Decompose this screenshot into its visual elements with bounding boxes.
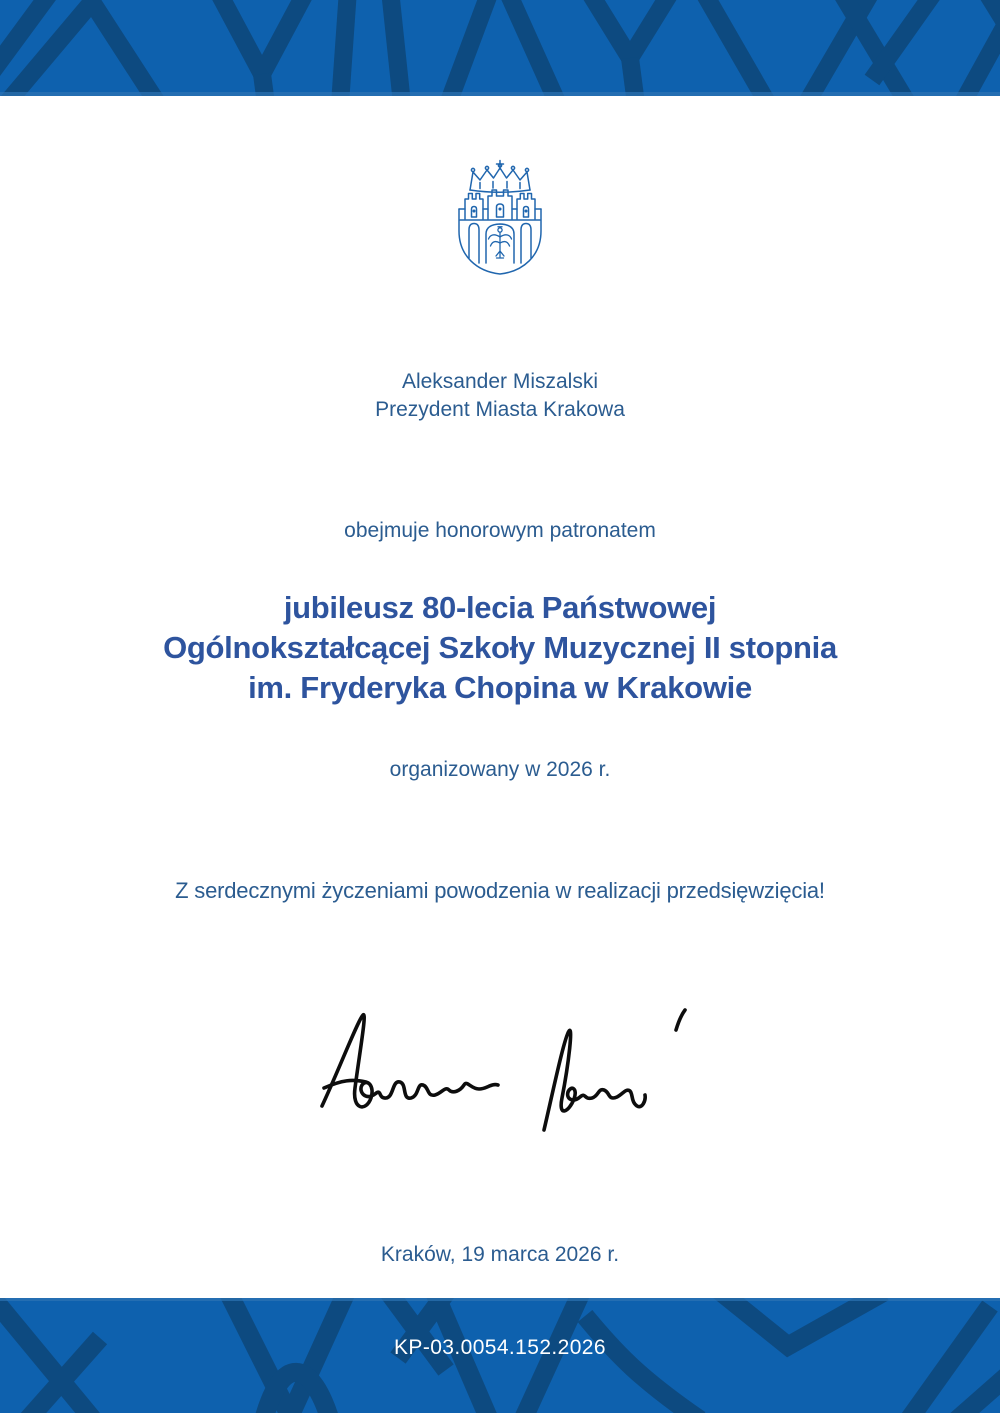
- place-date-line: Kraków, 19 marca 2026 r.: [380, 1243, 620, 1266]
- handwritten-signature-icon: [308, 1000, 700, 1145]
- event-title: [0, 588, 1000, 708]
- reference-number: KP-03.0054.152.2026: [394, 1336, 606, 1359]
- wishes-line: Z serdecznymi życzeniami powodzenia w realizacji przedsięwzięcia!: [175, 878, 825, 903]
- event-title-line-1: jubileusz 80-lecia Państwowej: [283, 590, 717, 625]
- krakow-coat-of-arms-icon: [455, 159, 545, 277]
- patronage-intro: obejmuje honorowym patronatem: [344, 519, 656, 542]
- signatory-name: Aleksander Miszalski: [401, 370, 599, 393]
- top-decorative-band: [0, 0, 1000, 96]
- signatory-block: [0, 368, 1000, 424]
- event-title-line-2: Ogólnokształcącej Szkoły Muzycznej II stopnia: [163, 630, 837, 665]
- signatory-title: Prezydent Miasta Krakowa: [375, 398, 625, 421]
- geometric-pattern-icon: [0, 0, 1000, 96]
- event-title-line-3: im. Fryderyka Chopina w Krakowie: [248, 670, 752, 705]
- event-year-line: organizowany w 2026 r.: [389, 758, 611, 781]
